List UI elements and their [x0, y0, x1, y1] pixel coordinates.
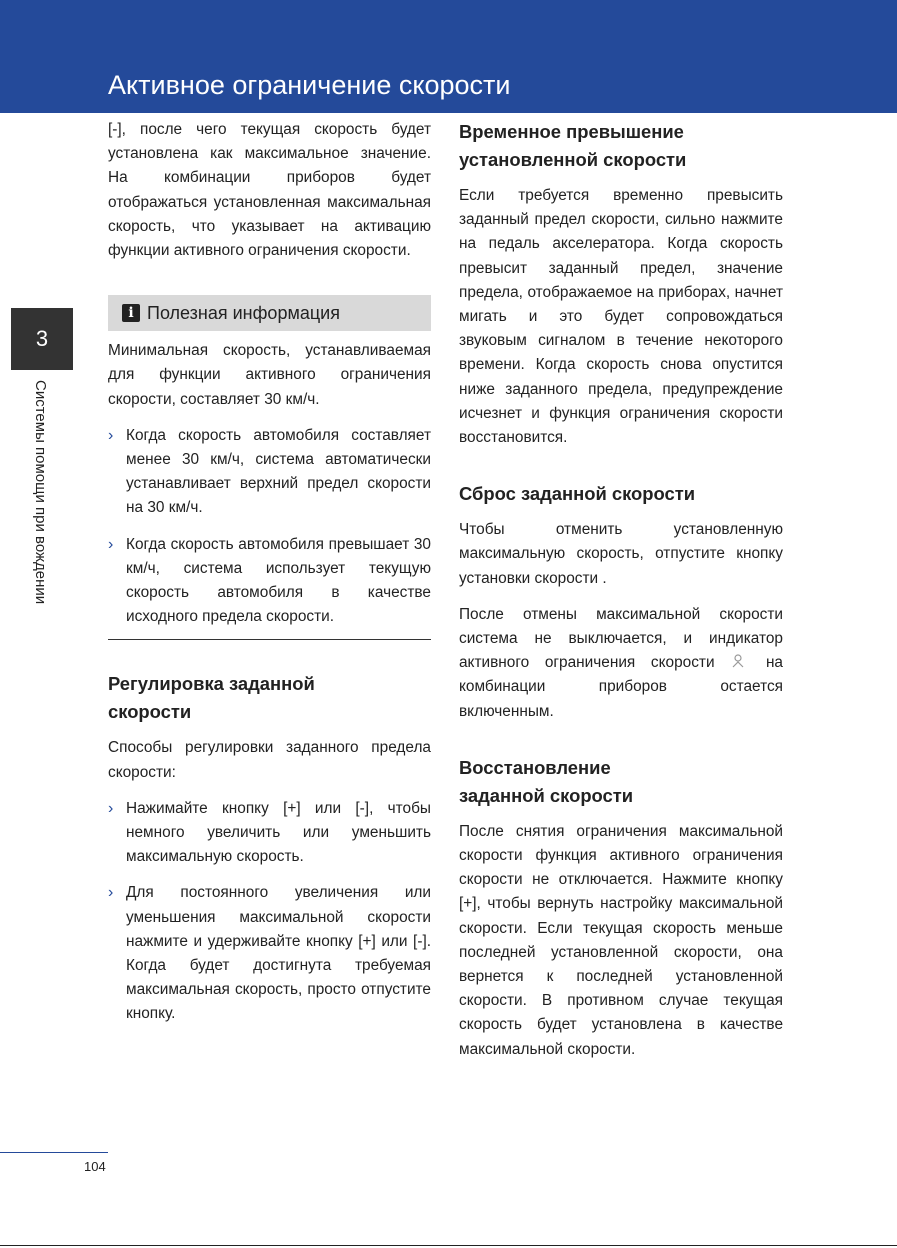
- chapter-number: 3: [35, 326, 49, 351]
- divider: [108, 639, 431, 640]
- info-box-header: [108, 295, 431, 331]
- temp-text: Если требуется временно превысить заданный предел скорости, сильно нажмите на педаль акселератора. Когда скорость превысит заданный предел, значение предела, отображаемое на приборах, начнет мигать и это будет сопровождаться звуковым сигналом в течение некоторого времени. Когда скорость снова опустится ниже заданного предела, предупреждение исчезнет и функция ограничения скорости восстановится.: [459, 187, 783, 447]
- page-number: 104: [84, 1159, 106, 1174]
- adjust-bullet-2: Для постоянного увеличения или уменьшения максимальной скорости нажмите и удерживайте кнопку [+] или [-]. Когда будет достигнута требуемая максимальная скорость, просто отпустите кнопку.: [126, 884, 431, 1023]
- info-icon: i: [122, 304, 140, 322]
- restore-text: После снятия ограничения максимальной скорости функция активного ограничения скорости не отключается. Нажмите кнопку [+], чтобы вернуть настройку максимальной скорости. Если текущая скорость меньше последней установленной скорости, она вернется к последней установленной скорости. В противном случае текущая скорость будет установлена в качестве максимальной скорости.: [459, 822, 783, 1058]
- right-column: [459, 118, 783, 1062]
- adjust-heading-line-2: скорости: [108, 701, 192, 723]
- chevron-right-icon: ›: [108, 426, 114, 444]
- adjust-heading: [108, 670, 431, 726]
- adjust-bullet-1: Нажимайте кнопку [+] или [-], чтобы немного увеличить или уменьшить максимальную скорость.: [126, 799, 431, 866]
- intro-paragraph: [-], после чего текущая скорость будет установлена как максимальное значение. На комбинации приборов будет отображаться установленная максимальная скорость, что указывает на активацию функции активного ограничения скорости.: [108, 121, 431, 260]
- chevron-right-icon: ›: [108, 799, 114, 817]
- chevron-right-icon: ›: [108, 884, 114, 902]
- list-item: [108, 533, 431, 630]
- adjust-heading-line-1: Регулировка заданной: [108, 673, 315, 695]
- adjust-text: Способы регулировки заданного предела скорости:: [108, 739, 431, 781]
- reset-text: Чтобы отменить установленную максимальную скорость, отпустите кнопку установки скорости .: [459, 521, 783, 587]
- chevron-right-icon: ›: [108, 535, 114, 553]
- info-text: Минимальная скорость, устанавливаемая для функции активного ограничения скорости, составляет 30 км/ч.: [108, 342, 431, 408]
- page-title: Активное ограничение скорости: [108, 70, 511, 100]
- temp-heading-line-1: Временное превышение: [459, 121, 684, 142]
- temp-heading-line-2: установленной скорости: [459, 149, 687, 170]
- reset-text-2: [459, 603, 783, 724]
- info-title: Полезная информация: [147, 302, 340, 323]
- chapter-name: Системы помощи при вождении: [32, 380, 49, 605]
- chapter-tab: [11, 308, 73, 370]
- info-bullet-1: Когда скорость автомобиля составляет менее 30 км/ч, система автоматически устанавливает верхний предел скорости на 30 км/ч.: [126, 426, 431, 517]
- list-item: [108, 424, 431, 521]
- footer-rule: [0, 1152, 108, 1153]
- reset-heading: Сброс заданной скорости: [459, 483, 696, 505]
- reset-text-2b: на комбинации приборов остается включенным.: [459, 654, 783, 720]
- list-item: [108, 881, 431, 1026]
- restore-heading-line-2: заданной скорости: [459, 784, 634, 806]
- restore-heading: [459, 754, 783, 810]
- list-item: [108, 797, 431, 870]
- bottom-rule: [0, 1245, 897, 1246]
- speed-limiter-indicator-icon: [730, 653, 746, 669]
- reset-text-2a: После отмены максимальной скорости система не выключается, и индикатор активного ограничения скорости: [459, 605, 783, 672]
- info-bullet-2: Когда скорость автомобиля превышает 30 км/ч, система использует текущую скорость автомобиля в качестве исходного предела скорости.: [126, 535, 431, 626]
- restore-heading-line-1: Восстановление: [459, 756, 611, 778]
- left-column: [108, 118, 431, 1027]
